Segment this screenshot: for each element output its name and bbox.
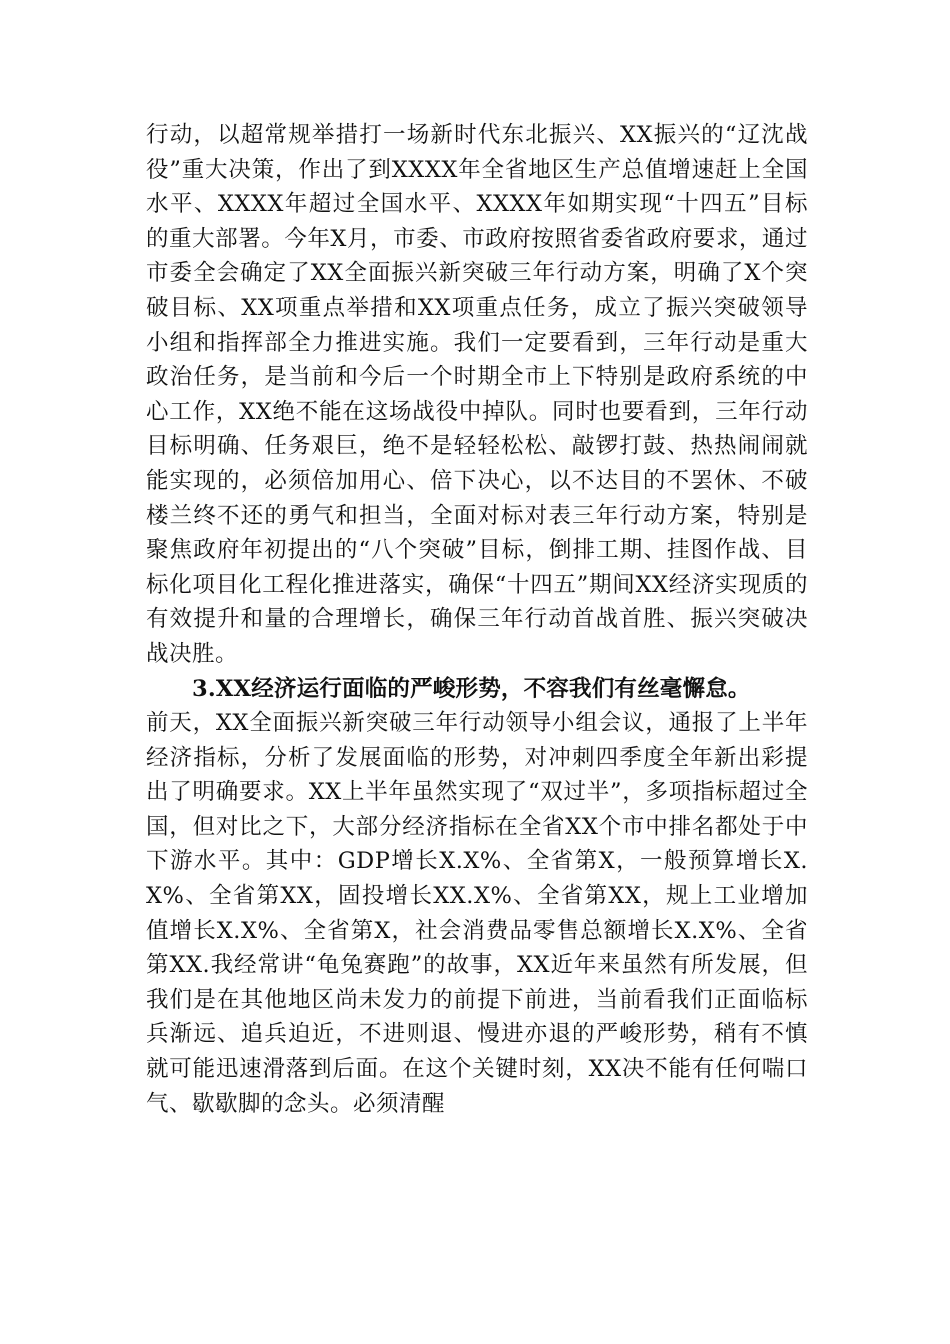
- body-paragraph-1: 行动，以超常规举措打一场新时代东北振兴、XX振兴的“辽沈战役”重大决策，作出了到XXXX年全省地区生产总值增速赶上全国水平、XXXX年超过全国水平、XXXX年如期实现“十四五”目标的重大部署。今年X月，市委、市政府按照省委省政府要求，通过市委全会确定了XX全面振兴新突破三年行动方案，明确了X个突破目标、XX项重点举措和XX项重点任务，成立了振兴突破领导小组和指挥部全力推进实施。我们一定要看到，三年行动是重大政治任务，是当前和今后一个时期全市上下特别是政府系统的中心工作，XX绝不能在这场战役中掉队。同时也要看到，三年行动目标明确、任务艰巨，绝不是轻轻松松、敲锣打鼓、热热闹闹就能实现的，必须倍加用心、倍下决心，以不达目的不罢休、不破楼兰终不还的勇气和担当，全面对标对表三年行动方案，特别是聚焦政府年初提出的“八个突破”目标，倒排工期、挂图作战、目标化项目化工程化推进落实，确保“十四五”期间XX经济实现质的有效提升和量的合理增长，确保三年行动首战首胜、振兴突破决战决胜。: [146, 122, 808, 667]
- document-page: [146, 118, 808, 1121]
- section-heading-3: 3.XX经济运行面临的严峻形势，不容我们有丝毫懈怠。: [192, 675, 751, 702]
- body-paragraph-2: 前天，XX全面振兴新突破三年行动领导小组会议，通报了上半年经济指标，分析了发展面临的形势，对冲刺四季度全年新出彩提出了明确要求。XX上半年虽然实现了“双过半”，多项指标超过全国，但对比之下，大部分经济指标在全省XX个市中排名都处于中下游水平。其中：GDP增长X.X%、全省第X，一般预算增长X.X%、全省第XX，固投增长XX.X%、全省第XX，规上工业增加值增长X.X%、全省第X，社会消费品零售总额增长X.X%、全省第XX.我经常讲“龟兔赛跑”的故事，XX近年来虽然有所发展，但我们是在其他地区尚未发力的前提下前进，当前看我们正面临标兵渐远、追兵迫近，不进则退、慢进亦退的严峻形势，稍有不慎就可能迅速滑落到后面。在这个关键时刻，XX决不能有任何喘口气、歇歇脚的念头。必须清醒: [146, 710, 808, 1117]
